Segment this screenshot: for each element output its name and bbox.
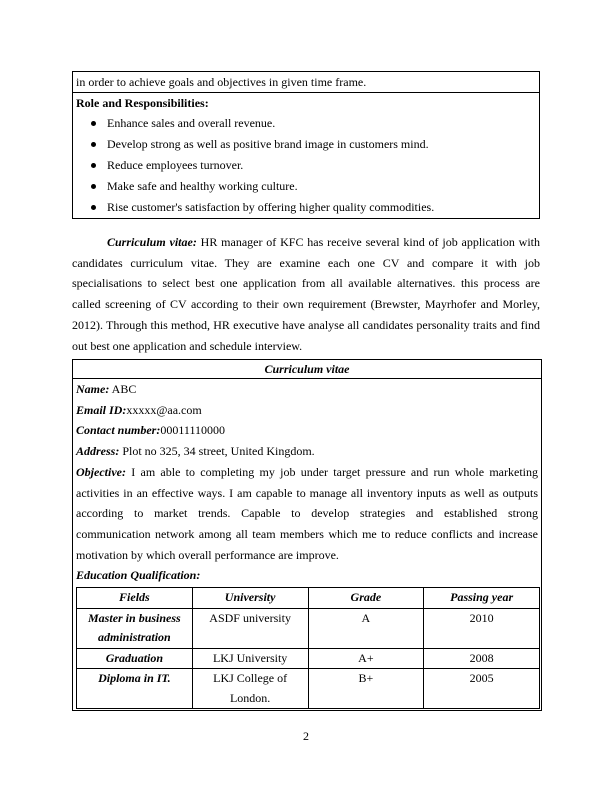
cell-grade: A [308,608,424,648]
cell-year: 2005 [424,669,540,709]
cell-year: 2010 [424,608,540,648]
table-header-row [77,588,540,609]
contact-value: 00011110000 [160,423,226,438]
education-table [76,587,540,709]
address-label: Address: [76,444,120,459]
cell-field: Master in business administration [77,608,193,648]
cell-university: LKJ College of London. [192,669,308,709]
header-passing-year: Passing year [424,588,540,609]
header-university: University [192,588,308,609]
header-grade: Grade [308,588,424,609]
address-line [76,441,538,462]
email-line [76,400,538,421]
name-value: ABC [109,382,137,396]
address-value: Plot no 325, 34 street, United Kingdom. [119,444,315,459]
cell-university: ASDF university [192,608,308,648]
cell-field: Graduation [77,648,193,669]
role-responsibilities-box [72,71,540,219]
email-label: Email ID: [76,402,127,417]
cell-university: LKJ University [192,648,308,669]
education-label: Education Qualification: [76,568,201,583]
curriculum-vitae-box [72,359,542,711]
list-item: Reduce employees turnover. [107,155,539,176]
responsibility-list [73,113,539,218]
email-value: xxxxx@aa.com [126,402,202,417]
list-item: Develop strong as well as positive brand image in customers mind. [107,134,539,155]
cv-paragraph [72,232,540,356]
cell-grade: A+ [308,648,424,669]
objective-value: I am able to completing my job under target pressure and run whole marketing activities in an effective ways. I am capable to manage all inventory inputs as well as outputs according to market trends. Capable to develop strategies and established strong communication network among all team members which me to reduce conflicts and increase motivation by which overall performance are improve. [76,464,538,562]
contact-line [76,420,538,441]
name-line [76,379,538,400]
objective-line [76,462,538,566]
list-item: Enhance sales and overall revenue. [107,113,539,134]
name-label: Name: [76,382,110,396]
cv-title: Curriculum vitae [73,360,541,379]
continuation-text: in order to achieve goals and objectives in given time frame. [73,72,539,93]
paragraph-lead: Curriculum vitae: [107,235,197,249]
table-row [77,648,540,669]
objective-label: Objective: [76,464,126,479]
cell-year: 2008 [424,648,540,669]
cell-grade: B+ [308,669,424,709]
header-fields: Fields [77,588,193,609]
page-number: 2 [303,729,309,743]
paragraph-text: HR manager of KFC has receive several kind of job application with candidates curriculum vitae. They are examine each one CV and compare it with job specialisations to select best one application from all available alternatives. this process are called screening of CV according to their own requirement (Brewster, Mayrhofer and Morley, 2012). Through this method, HR executive have analyse all candidates personality traits and find out best one application and schedule interview. [72,235,540,353]
list-item: Make safe and healthy working culture. [107,176,539,197]
table-row [77,669,540,709]
cv-body [73,379,541,709]
contact-label: Contact number: [76,423,161,438]
list-item: Rise customer's satisfaction by offering higher quality commodities. [107,197,539,218]
education-heading [76,565,538,586]
table-row [77,608,540,648]
role-heading: Role and Responsibilities: [76,96,209,110]
cell-field: Diploma in IT. [77,669,193,709]
